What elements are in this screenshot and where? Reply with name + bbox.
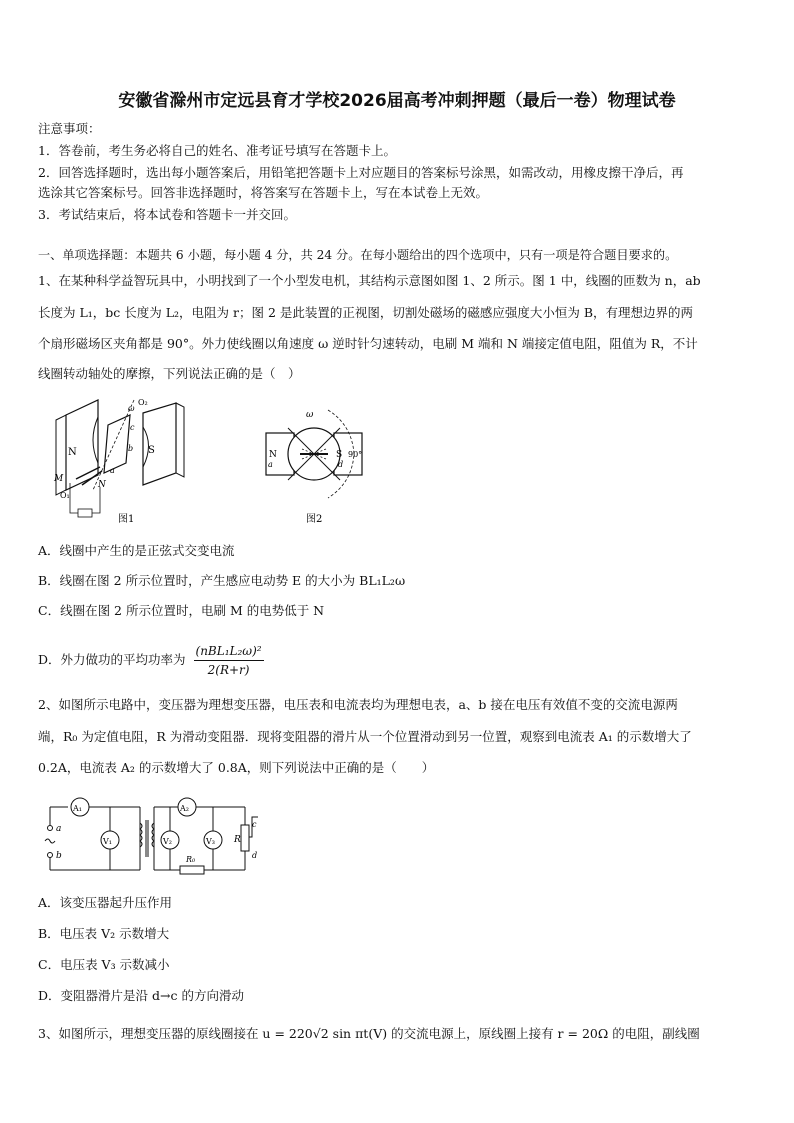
circuit-label-d: d — [252, 851, 258, 860]
circuit-label-a2: A₂ — [180, 804, 189, 813]
circuit-label-a1: A₁ — [73, 804, 82, 813]
notice-item-2: 2．回答选择题时，选出每小题答案后，用铅笔把答题卡上对应题目的答案标号涂黑，如需改动，用橡皮擦干净后，再 — [38, 165, 684, 180]
q2-option-b: B．电压表 V₂ 示数增大 — [38, 926, 170, 941]
fig1-label-s: S — [148, 445, 155, 456]
circuit-label-c: c — [252, 820, 257, 829]
fig1-caption: 图1 — [118, 514, 135, 525]
fig1-label-omega: ω — [128, 404, 135, 413]
fig2-label-a: a — [268, 460, 273, 469]
q2-line-2: 端，R₀ 为定值电阻，R 为滑动变阻器．现将变阻器的滑片从一个位置滑动到另一位置，观察到电流表 A₁ 的示数增大了 — [38, 729, 692, 744]
fig2-label-s: S — [336, 450, 343, 460]
fig1-label-n2: N — [98, 480, 106, 490]
q2-line-3: 0.2A，电流表 A₂ 的示数增大了 0.8A，则下列说法中正确的是（ ） — [38, 760, 435, 775]
fig2-label-angle: 90° — [348, 450, 363, 459]
q2-circuit-diagram — [40, 795, 270, 880]
fig1-label-m: M — [54, 474, 64, 484]
circuit-label-b: b — [56, 851, 62, 861]
fig1-label-o1: O₁ — [60, 491, 70, 500]
q1-line-4: 线圈转动轴处的摩擦，下列说法正确的是（ ） — [38, 366, 301, 381]
circuit-label-a: a — [56, 824, 62, 834]
q2-option-a: A．该变压器起升压作用 — [38, 895, 173, 910]
notice-heading: 注意事项： — [38, 121, 101, 136]
notice-item-3: 3．考试结束后，将本试卷和答题卡一并交回。 — [38, 207, 296, 222]
circuit-label-v3: V₃ — [206, 837, 215, 846]
q1-option-a: A．线圈中产生的是正弦式交变电流 — [38, 543, 235, 558]
fig1-label-c: c — [130, 423, 135, 432]
q1-line-3: 个扇形磁场区夹角都是 90°。外力使线圈以角速度 ω 逆时针匀速转动，电刷 M 端和 N 端接定值电阻，阻值为 R，不计 — [38, 336, 698, 351]
fig2-label-d: d — [338, 460, 344, 469]
q3-line-1: 3、如图所示，理想变压器的原线圈接在 u = 220√2 sin πt(V) 的交流电源上，原线圈上接有 r = 20Ω 的电阻，副线圈 — [38, 1026, 700, 1041]
q1-option-c: C．线圈在图 2 所示位置时，电刷 M 的电势低于 N — [38, 603, 325, 618]
q2-option-d: D．变阻器滑片是沿 d→c 的方向滑动 — [38, 988, 244, 1003]
q1-figure-1 — [48, 395, 208, 530]
q2-option-c: C．电压表 V₃ 示数减小 — [38, 957, 170, 972]
circuit-label-r: R — [234, 835, 241, 845]
section-heading: 一、单项选择题：本题共 6 小题，每小题 4 分，共 24 分。在每小题给出的四个选项中，只有一项是符合题目要求的。 — [38, 248, 678, 262]
fig2-label-omega: ω — [306, 410, 314, 420]
notice-item-1: 1．答卷前，考生务必将自己的姓名、准考证号填写在答题卡上。 — [38, 143, 396, 158]
fig1-label-o2: O₂ — [138, 398, 148, 407]
fig2-label-n: N — [269, 450, 277, 460]
q2-line-1: 2、如图所示电路中，变压器为理想变压器，电压表和电流表均为理想电表，a、b 接在电压有效值不变的交流电源两 — [38, 697, 678, 712]
fig1-label-a: a — [110, 466, 115, 475]
q1-line-1: 1、在某种科学益智玩具中，小明找到了一个小型发电机，其结构示意图如图 1、2 所示。图 1 中，线圈的匝数为 n，ab — [38, 273, 701, 288]
notice-item-2-cont: 选涂其它答案标号。回答非选择题时，将答案写在答题卡上，写在本试卷上无效。 — [38, 185, 489, 200]
formula-numerator: (nBL₁L₂ω)² — [194, 643, 264, 661]
circuit-label-v2: V₂ — [163, 837, 172, 846]
fig2-caption: 图2 — [306, 514, 323, 525]
q1-figure-2 — [262, 405, 372, 525]
fig1-label-b: b — [128, 444, 134, 453]
circuit-label-r0: R₀ — [186, 855, 196, 864]
q1-option-d-formula — [194, 643, 264, 678]
q1-option-d-text: D．外力做功的平均功率为 — [38, 652, 186, 667]
page-title: 安徽省滁州市定远县育才学校2026届高考冲刺押题（最后一卷）物理试卷 — [118, 91, 676, 111]
q1-line-2: 长度为 L₁，bc 长度为 L₂，电阻为 r；图 2 是此装置的正视图，切割处磁场的磁感应强度大小恒为 B，有理想边界的两 — [38, 305, 694, 320]
fig1-label-n: N — [68, 447, 77, 458]
q1-option-d — [38, 643, 264, 678]
q1-option-b: B．线圈在图 2 所示位置时，产生感应电动势 E 的大小为 BL₁L₂ω — [38, 573, 406, 588]
formula-denominator: 2(R+r) — [207, 663, 250, 677]
circuit-label-v1: V₁ — [103, 837, 112, 846]
